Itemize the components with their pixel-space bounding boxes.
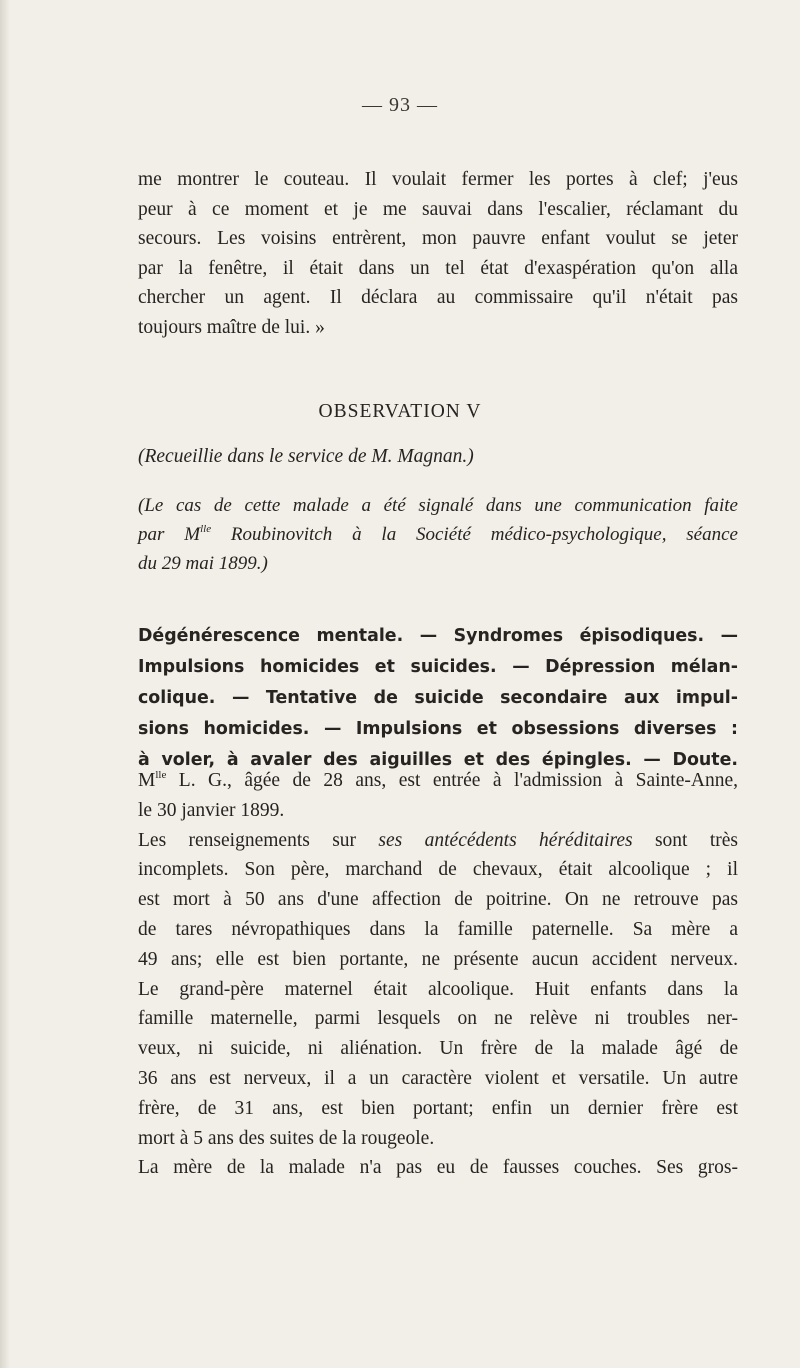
body-line: 36 ans est nerveux, il a un caractère violent et versatile. Un autre (138, 1067, 738, 1089)
intro-line: chercher un agent. Il déclara au commissaire qu'il n'était pas (138, 287, 738, 308)
body-line: de tares névropathiques dans la famille paternelle. Sa mère a (138, 918, 738, 940)
body-line: incomplets. Son père, marchand de chevaux, était alcoolique ; il (138, 859, 738, 881)
case-summary (138, 621, 738, 776)
body-line: mort à 5 ans des suites de la rougeole. (138, 1127, 435, 1149)
intro-line: me montrer le couteau. Il voulait fermer les portes à clef; j'eus (138, 169, 738, 190)
intro-line: toujours maître de lui. » (138, 316, 325, 338)
body-line: le 30 janvier 1899. (138, 799, 285, 821)
summary-line: sions homicides. — Impulsions et obsessions diverses : (138, 719, 738, 739)
communication-line: (Le cas de cette malade a été signalé dans une communication faite (138, 495, 738, 516)
body-line: 49 ans; elle est bien portante, ne présente aucun accident nerveux. (138, 948, 738, 970)
body-text: sont très (632, 829, 738, 851)
page-number: — 93 — (362, 94, 438, 116)
body-text: Les renseignements sur (138, 829, 379, 851)
body-line: veux, ni suicide, ni aliénation. Un frère de la malade âgé de (138, 1038, 738, 1060)
observation-title: OBSERVATION V (318, 401, 482, 422)
communication-line (138, 520, 738, 549)
body-line: Le grand-père maternel était alcoolique. Huit enfants dans la (138, 978, 738, 1000)
page-binding-edge (0, 0, 10, 1368)
body-rest: L. G., âgée de 28 ans, est entrée à l'admission à Sainte-Anne, (166, 770, 738, 791)
summary-line: colique. — Tentative de suicide secondaire aux impul- (138, 688, 738, 708)
communication-prefix: par M (138, 524, 201, 545)
intro-line: par la fenêtre, il était dans un tel état d'exaspération qu'on alla (138, 257, 738, 279)
body-prefix: M (138, 770, 156, 791)
summary-line: Impulsions homicides et suicides. — Dépression mélan- (138, 657, 738, 677)
intro-line: peur à ce moment et je me sauvai dans l'escalier, réclamant du (138, 198, 738, 220)
communication-sup: lle (200, 523, 212, 535)
body-italic: ses antécédents héréditaires (378, 829, 633, 851)
case-body (138, 766, 738, 1183)
body-line: frère, de 31 ans, est bien portant; enfin un dernier frère est (138, 1097, 738, 1119)
body-line: La mère de la malade n'a pas eu de fausses couches. Ses gros- (138, 1157, 738, 1179)
body-sup: lle (155, 769, 167, 781)
intro-line: secours. Les voisins entrèrent, mon pauvre enfant voulut se jeter (138, 228, 738, 249)
body-line: est mort à 50 ans d'une affection de poitrine. On ne retrouve pas (138, 889, 738, 911)
body-line: famille maternelle, parmi lesquels on ne relève ni troubles ner- (138, 1008, 738, 1030)
communication-line: du 29 mai 1899.) (138, 553, 268, 574)
collection-note: (Recueillie dans le service de M. Magnan.) (138, 446, 474, 467)
body-line (138, 826, 738, 856)
communication-note (138, 491, 738, 578)
communication-rest: Roubinovitch à la Société médico-psychologique, séance (211, 524, 738, 545)
summary-line: à voler, à avaler des aiguilles et des épingles. — Doute. (138, 750, 738, 770)
body-line (138, 766, 738, 796)
intro-paragraph (138, 165, 738, 342)
summary-line: Dégénérescence mentale. — Syndromes épisodiques. — (138, 626, 738, 646)
